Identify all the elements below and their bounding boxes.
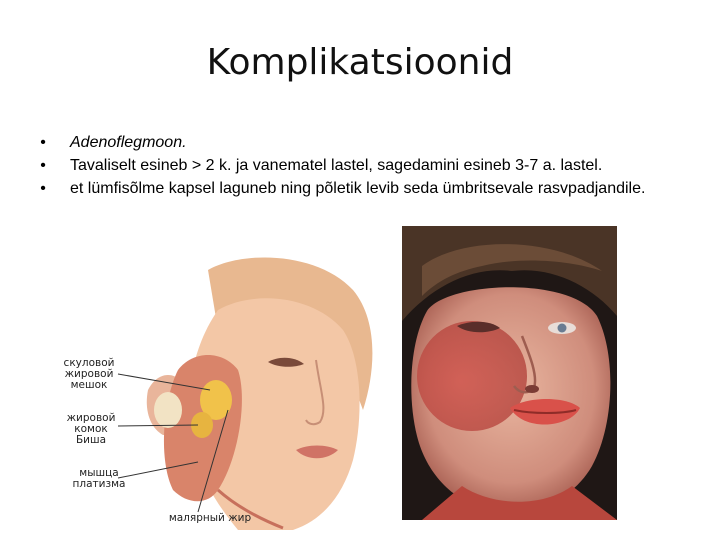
- label-malar-fat: малярный жир: [168, 512, 252, 524]
- bullet-item: [36, 177, 696, 200]
- bullet-list: [36, 131, 696, 200]
- bullet-text: Adenoflegmoon.: [70, 134, 187, 151]
- bullet-item: [36, 131, 696, 154]
- slide-title: Komplikatsioonid: [206, 42, 514, 83]
- patient-photo: [402, 226, 617, 520]
- bullet-text: Tavaliselt esineb > 2 k. ja vanematel lastel, sagedamini esineb 3-7 a. lastel.: [70, 157, 603, 174]
- patient-photo-image: [402, 226, 617, 520]
- label-bichat-fat-pad: жировой комок Биша: [66, 412, 116, 446]
- face-anatomy-illustration: [58, 250, 388, 530]
- bullet-marker: •: [40, 180, 46, 197]
- label-zygomatic-fat-pad: скуловой жировой мешок: [63, 357, 115, 391]
- label-platysma: мышца платизма: [72, 467, 126, 490]
- bullet-item: [36, 154, 696, 177]
- bullet-marker: •: [40, 157, 46, 174]
- bullet-marker: •: [40, 134, 46, 151]
- bullet-text: et lümfisõlme kapsel laguneb ning põletik levib seda ümbritsevale rasvpadjandile.: [70, 180, 646, 197]
